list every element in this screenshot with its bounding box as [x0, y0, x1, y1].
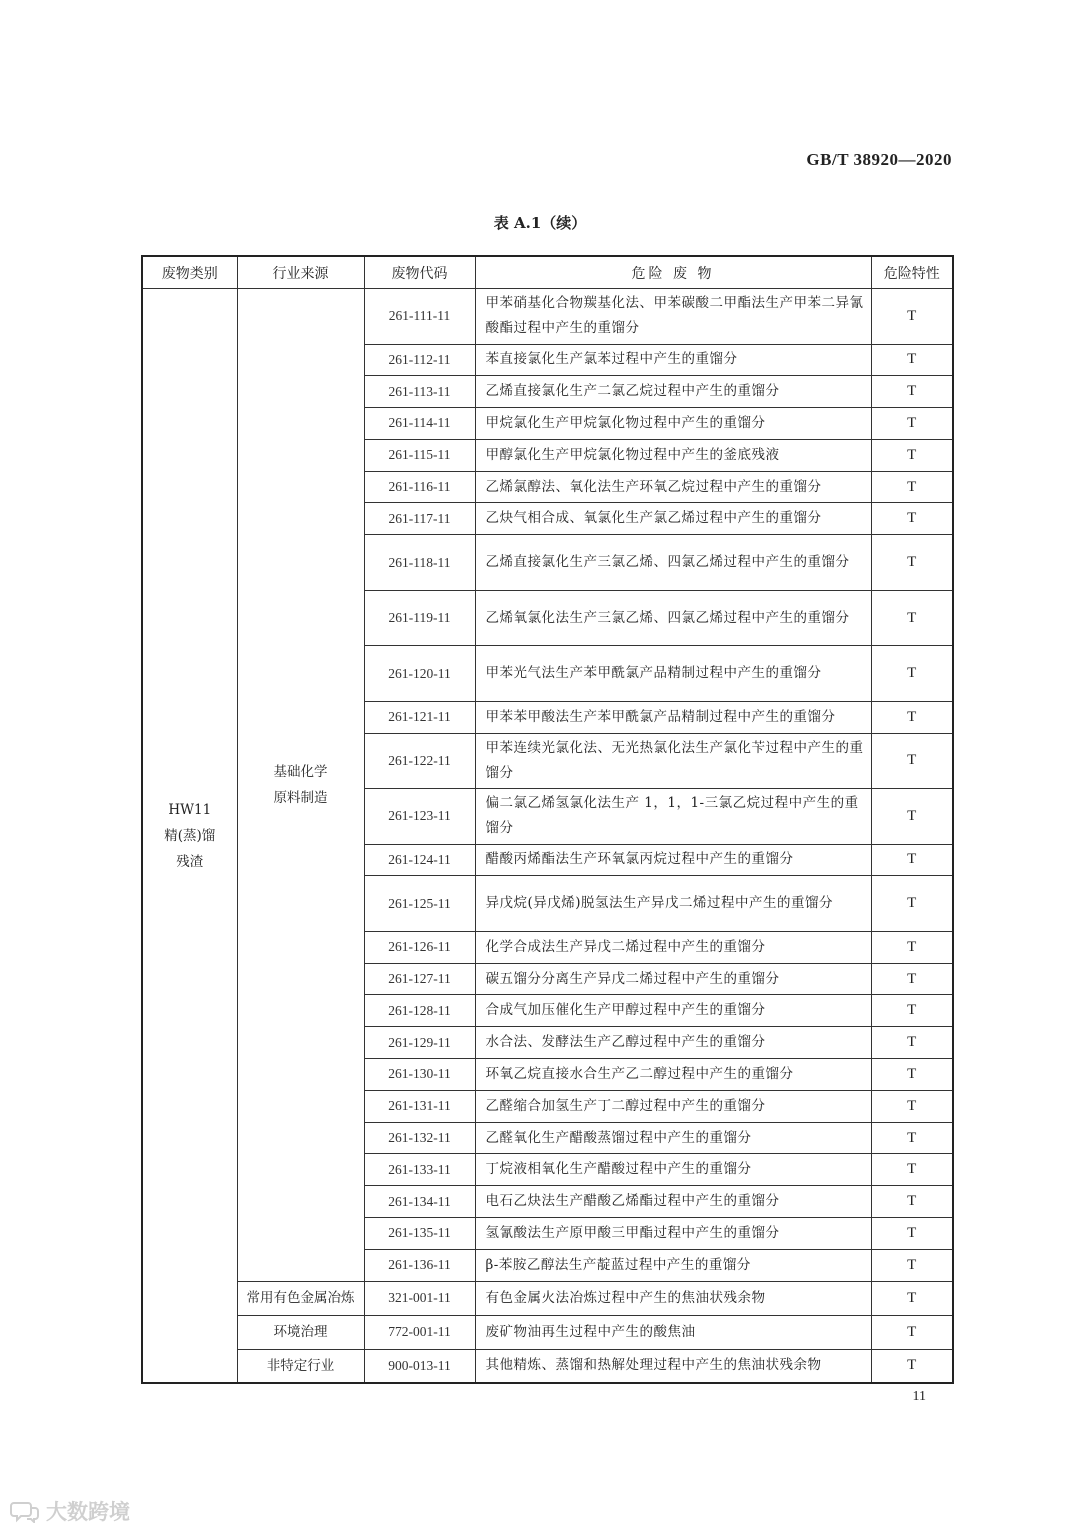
hazard-property-cell: T	[871, 1349, 953, 1383]
waste-code-cell: 261-132-11	[364, 1122, 475, 1154]
waste-code-cell: 261-111-11	[364, 289, 475, 345]
table-row	[142, 1315, 953, 1349]
chat-bubble-logo-icon	[10, 1499, 40, 1523]
waste-code-cell: 261-134-11	[364, 1186, 475, 1218]
waste-code-cell: 261-120-11	[364, 646, 475, 702]
header-hazard-property: 危险特性	[871, 256, 953, 289]
waste-code-cell: 261-127-11	[364, 963, 475, 995]
table-row	[142, 1281, 953, 1315]
page-number: 11	[912, 1389, 926, 1404]
waste-description-cell: 乙烯直接氯化生产三氯乙烯、四氯乙烯过程中产生的重馏分	[475, 535, 871, 591]
waste-description-cell: 甲苯连续光氯化法、无光热氯化法生产氯化苄过程中产生的重馏分	[475, 733, 871, 789]
hazard-property-cell: T	[871, 1122, 953, 1154]
hazard-property-cell: T	[871, 701, 953, 733]
waste-code-cell: 261-124-11	[364, 844, 475, 876]
waste-description-cell: 废矿物油再生过程中产生的酸焦油	[475, 1315, 871, 1349]
hazard-property-cell: T	[871, 376, 953, 408]
waste-description-cell: 环氧乙烷直接水合生产乙二醇过程中产生的重馏分	[475, 1059, 871, 1091]
waste-description-cell: 化学合成法生产异戊二烯过程中产生的重馏分	[475, 931, 871, 963]
waste-description-cell: 碳五馏分分离生产异戊二烯过程中产生的重馏分	[475, 963, 871, 995]
table-body	[142, 289, 953, 1384]
waste-code-cell: 261-126-11	[364, 931, 475, 963]
waste-description-cell: 异戊烷(异戊烯)脱氢法生产异戊二烯过程中产生的重馏分	[475, 876, 871, 932]
watermark-text: 大数跨境	[46, 1500, 130, 1524]
hazard-property-cell: T	[871, 1027, 953, 1059]
waste-description-cell: 甲烷氯化生产甲烷氯化物过程中产生的重馏分	[475, 408, 871, 440]
waste-description-cell: 丁烷液相氧化生产醋酸过程中产生的重馏分	[475, 1154, 871, 1186]
hazard-property-cell: T	[871, 503, 953, 535]
waste-description-cell: 乙烯直接氯化生产二氯乙烷过程中产生的重馏分	[475, 376, 871, 408]
waste-code-cell: 261-123-11	[364, 789, 475, 845]
industry-source-cell: 基础化学 原料制造	[237, 289, 364, 1282]
hazardous-waste-table	[141, 255, 954, 1384]
hazard-property-cell: T	[871, 1281, 953, 1315]
standard-number: GB/T 38920—2020	[806, 150, 952, 169]
hazard-property-cell: T	[871, 1090, 953, 1122]
table-title: 表 A.1（续）	[493, 214, 587, 232]
waste-code-cell: 321-001-11	[364, 1281, 475, 1315]
waste-description-cell: 偏二氯乙烯氢氯化法生产 1，1，1-三氯乙烷过程中产生的重馏分	[475, 789, 871, 845]
hazard-property-cell: T	[871, 1218, 953, 1250]
header-hazardous-waste: 危险 废 物	[475, 256, 871, 289]
waste-code-cell: 261-112-11	[364, 344, 475, 376]
waste-code-cell: 261-136-11	[364, 1249, 475, 1281]
hazard-property-cell: T	[871, 439, 953, 471]
waste-code-cell: 261-122-11	[364, 733, 475, 789]
waste-description-cell: 苯直接氯化生产氯苯过程中产生的重馏分	[475, 344, 871, 376]
hazard-property-cell: T	[871, 590, 953, 646]
waste-code-cell: 261-121-11	[364, 701, 475, 733]
waste-code-cell: 261-135-11	[364, 1218, 475, 1250]
hazard-property-cell: T	[871, 1186, 953, 1218]
header-industry-source: 行业来源	[237, 256, 364, 289]
hazard-property-cell: T	[871, 535, 953, 591]
waste-description-cell: 甲苯光气法生产苯甲酰氯产品精制过程中产生的重馏分	[475, 646, 871, 702]
waste-code-cell: 261-117-11	[364, 503, 475, 535]
waste-code-cell: 261-119-11	[364, 590, 475, 646]
waste-description-cell: 甲苯硝基化合物羰基化法、甲苯碳酸二甲酯法生产甲苯二异氰酸酯过程中产生的重馏分	[475, 289, 871, 345]
waste-code-cell: 261-113-11	[364, 376, 475, 408]
waste-description-cell: 乙炔气相合成、氧氯化生产氯乙烯过程中产生的重馏分	[475, 503, 871, 535]
waste-description-cell: β-苯胺乙醇法生产靛蓝过程中产生的重馏分	[475, 1249, 871, 1281]
waste-description-cell: 乙烯氧氯化法生产三氯乙烯、四氯乙烯过程中产生的重馏分	[475, 590, 871, 646]
watermark	[10, 1496, 130, 1526]
hazard-property-cell: T	[871, 1315, 953, 1349]
waste-description-cell: 醋酸丙烯酯法生产环氧氯丙烷过程中产生的重馏分	[475, 844, 871, 876]
hazard-property-cell: T	[871, 733, 953, 789]
waste-code-cell: 261-130-11	[364, 1059, 475, 1091]
hazard-property-cell: T	[871, 1154, 953, 1186]
waste-description-cell: 合成气加压催化生产甲醇过程中产生的重馏分	[475, 995, 871, 1027]
waste-description-cell: 乙醛缩合加氢生产丁二醇过程中产生的重馏分	[475, 1090, 871, 1122]
waste-code-cell: 261-118-11	[364, 535, 475, 591]
waste-description-cell: 其他精炼、蒸馏和热解处理过程中产生的焦油状残余物	[475, 1349, 871, 1383]
industry-source-cell: 环境治理	[237, 1315, 364, 1349]
table-row	[142, 1349, 953, 1383]
waste-description-cell: 甲醇氯化生产甲烷氯化物过程中产生的釜底残液	[475, 439, 871, 471]
hazard-property-cell: T	[871, 646, 953, 702]
hazard-property-cell: T	[871, 876, 953, 932]
hazard-property-cell: T	[871, 1059, 953, 1091]
waste-code-cell: 261-116-11	[364, 471, 475, 503]
waste-description-cell: 甲苯苯甲酸法生产苯甲酰氯产品精制过程中产生的重馏分	[475, 701, 871, 733]
hazard-property-cell: T	[871, 1249, 953, 1281]
waste-code-cell: 261-115-11	[364, 439, 475, 471]
table-header-row	[142, 256, 953, 289]
waste-description-cell: 乙醛氧化生产醋酸蒸馏过程中产生的重馏分	[475, 1122, 871, 1154]
hazard-property-cell: T	[871, 963, 953, 995]
waste-code-cell: 900-013-11	[364, 1349, 475, 1383]
hazard-property-cell: T	[871, 789, 953, 845]
waste-code-cell: 772-001-11	[364, 1315, 475, 1349]
waste-code-cell: 261-114-11	[364, 408, 475, 440]
hazard-property-cell: T	[871, 931, 953, 963]
waste-description-cell: 水合法、发酵法生产乙醇过程中产生的重馏分	[475, 1027, 871, 1059]
hazard-property-cell: T	[871, 289, 953, 345]
waste-description-cell: 乙烯氯醇法、氧化法生产环氧乙烷过程中产生的重馏分	[475, 471, 871, 503]
waste-code-cell: 261-125-11	[364, 876, 475, 932]
hazard-property-cell: T	[871, 995, 953, 1027]
waste-category-cell: HW11 精(蒸)馏 残渣	[142, 289, 237, 1384]
hazard-property-cell: T	[871, 844, 953, 876]
header-waste-code: 废物代码	[364, 256, 475, 289]
waste-description-cell: 氢氰酸法生产原甲酸三甲酯过程中产生的重馏分	[475, 1218, 871, 1250]
waste-code-cell: 261-131-11	[364, 1090, 475, 1122]
waste-description-cell: 有色金属火法冶炼过程中产生的焦油状残余物	[475, 1281, 871, 1315]
waste-description-cell: 电石乙炔法生产醋酸乙烯酯过程中产生的重馏分	[475, 1186, 871, 1218]
waste-code-cell: 261-133-11	[364, 1154, 475, 1186]
hazard-property-cell: T	[871, 344, 953, 376]
industry-source-cell: 非特定行业	[237, 1349, 364, 1383]
header-waste-category: 废物类别	[142, 256, 237, 289]
waste-code-cell: 261-129-11	[364, 1027, 475, 1059]
table-row	[142, 289, 953, 345]
hazard-property-cell: T	[871, 471, 953, 503]
hazard-property-cell: T	[871, 408, 953, 440]
industry-source-cell: 常用有色金属冶炼	[237, 1281, 364, 1315]
waste-code-cell: 261-128-11	[364, 995, 475, 1027]
